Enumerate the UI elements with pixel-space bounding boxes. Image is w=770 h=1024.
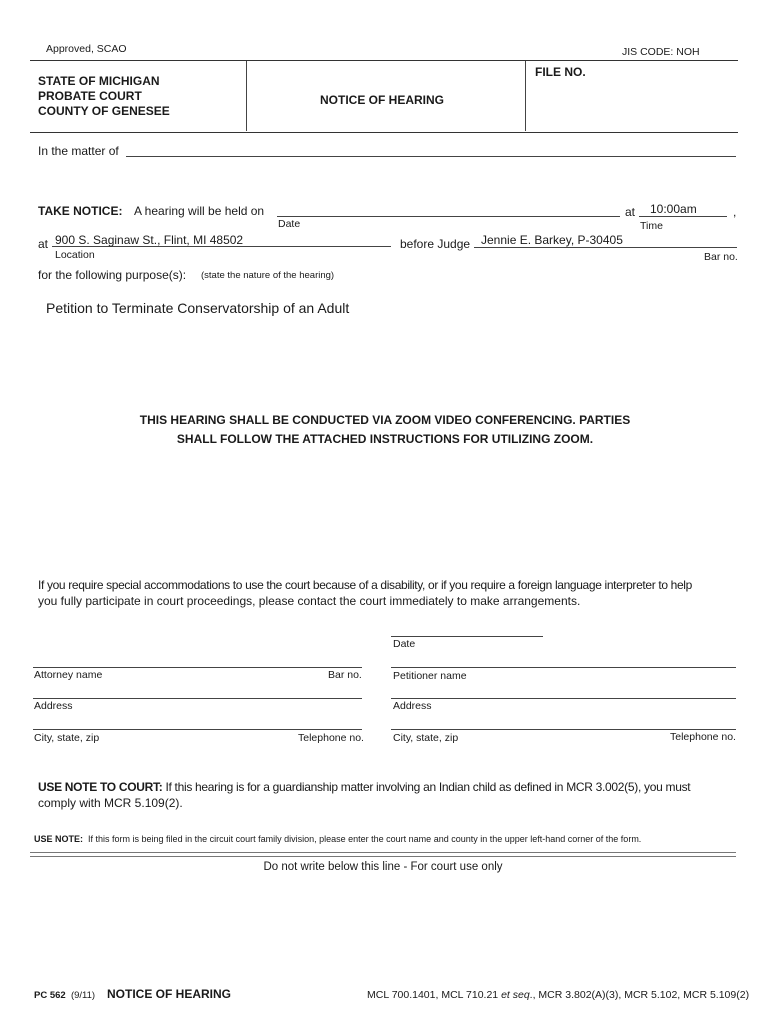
location-field[interactable]: 900 S. Saginaw St., Flint, MI 48502 [55,233,244,247]
attorney-bar-caption: Bar no. [328,669,362,681]
address-right-line [391,698,736,699]
jis-code-label: JIS CODE: NOH [622,46,700,58]
use-note-text: If this form is being filed in the circuit court family division, please enter the court name and county in the upper left-hand corner of the form. [88,834,642,844]
location-caption: Location [55,249,95,261]
take-notice-label: TAKE NOTICE: [38,204,123,218]
matter-line [126,156,736,157]
court-use-rule-top [30,852,736,853]
accommodation-line2: you fully participate in court proceedings, please contact the court immediately to make arrangements. [38,594,581,608]
at-time-label: at [625,205,636,219]
zoom-notice-line2: SHALL FOLLOW THE ATTACHED INSTRUCTIONS FOR UTILIZING ZOOM. [176,432,594,446]
matter-label: In the matter of [38,144,119,158]
telephone-right-caption: Telephone no. [670,731,736,743]
purpose-hint: (state the nature of the hearing) [201,270,335,281]
address-left-caption: Address [34,700,73,712]
use-note-court-label: USE NOTE TO COURT: [38,780,163,794]
zoom-notice [40,411,730,449]
address-right-caption: Address [393,700,432,712]
telephone-left-caption: Telephone no. [298,732,364,744]
footer-citation-part1: MCL 700.1401, MCL 710.21 [367,989,502,1001]
address-left-line [33,698,362,699]
date-caption: Date [278,218,301,230]
footer-citation-part2: ., MCR 3.802(A)(3), MCR 5.102, MCR 5.109(2) [529,989,750,1001]
before-judge-label: before Judge [400,237,471,251]
city-left-line [33,729,362,730]
judge-line [474,247,737,248]
city-left-caption: City, state, zip [34,732,100,744]
city-right-line [391,729,736,730]
bar-no-caption: Bar no. [704,251,738,263]
footer-form-code: PC 562 [34,990,66,1001]
form-title: NOTICE OF HEARING [320,93,445,107]
time-caption: Time [640,220,663,232]
use-note-label: USE NOTE: [34,834,84,844]
use-note [34,834,641,844]
use-note-court-line2: comply with MCR 5.109(2). [38,796,183,810]
signature-date-caption: Date [393,638,416,650]
footer-form-date: (9/11) [70,990,96,1001]
footer-form-title: NOTICE OF HEARING [107,987,232,1001]
signature-date-line [391,636,543,637]
time-field[interactable]: 10:00am [650,202,697,216]
zoom-notice-line1: THIS HEARING SHALL BE CONDUCTED VIA ZOOM VIDEO CONFERENCING. PARTIES [139,413,631,427]
time-comma: , [733,205,737,219]
file-no-label: FILE NO. [535,65,586,79]
footer-citation [367,989,749,1001]
attorney-name-caption: Attorney name [34,669,103,681]
court-use-text: Do not write below this line - For court use only [263,861,503,873]
purpose-label: for the following purpose(s): [38,268,187,282]
petitioner-name-line [391,667,736,668]
attorney-name-line [33,667,362,668]
use-note-court [38,779,738,811]
date-line [277,216,620,217]
approved-label: Approved, SCAO [46,43,127,55]
court-county: COUNTY OF GENESEE [38,104,170,118]
petitioner-name-caption: Petitioner name [393,670,467,682]
court-use-rule-bottom [30,856,736,857]
court-state: STATE OF MICHIGAN [38,74,160,88]
header-divider-left [246,61,247,131]
header-divider-right [525,61,526,131]
hearing-held-on-text: A hearing will be held on [134,204,265,218]
accommodation-notice [38,577,738,609]
court-name: PROBATE COURT [38,89,142,103]
city-right-caption: City, state, zip [393,732,459,744]
location-at-label: at [38,237,49,251]
footer-citation-italic: et seq [501,989,530,1001]
time-line [639,216,727,217]
footer-form-id [34,990,95,1001]
use-note-court-line1: If this hearing is for a guardianship matter involving an Indian child as defined in MCR 3.002(5), you must [165,780,691,794]
judge-field[interactable]: Jennie E. Barkey, P-30405 [481,233,623,247]
accommodation-line1: If you require special accommodations to use the court because of a disability, or if you require a foreign language interpreter to help [38,578,692,592]
purpose-field[interactable]: Petition to Terminate Conservatorship of an Adult [46,300,350,316]
